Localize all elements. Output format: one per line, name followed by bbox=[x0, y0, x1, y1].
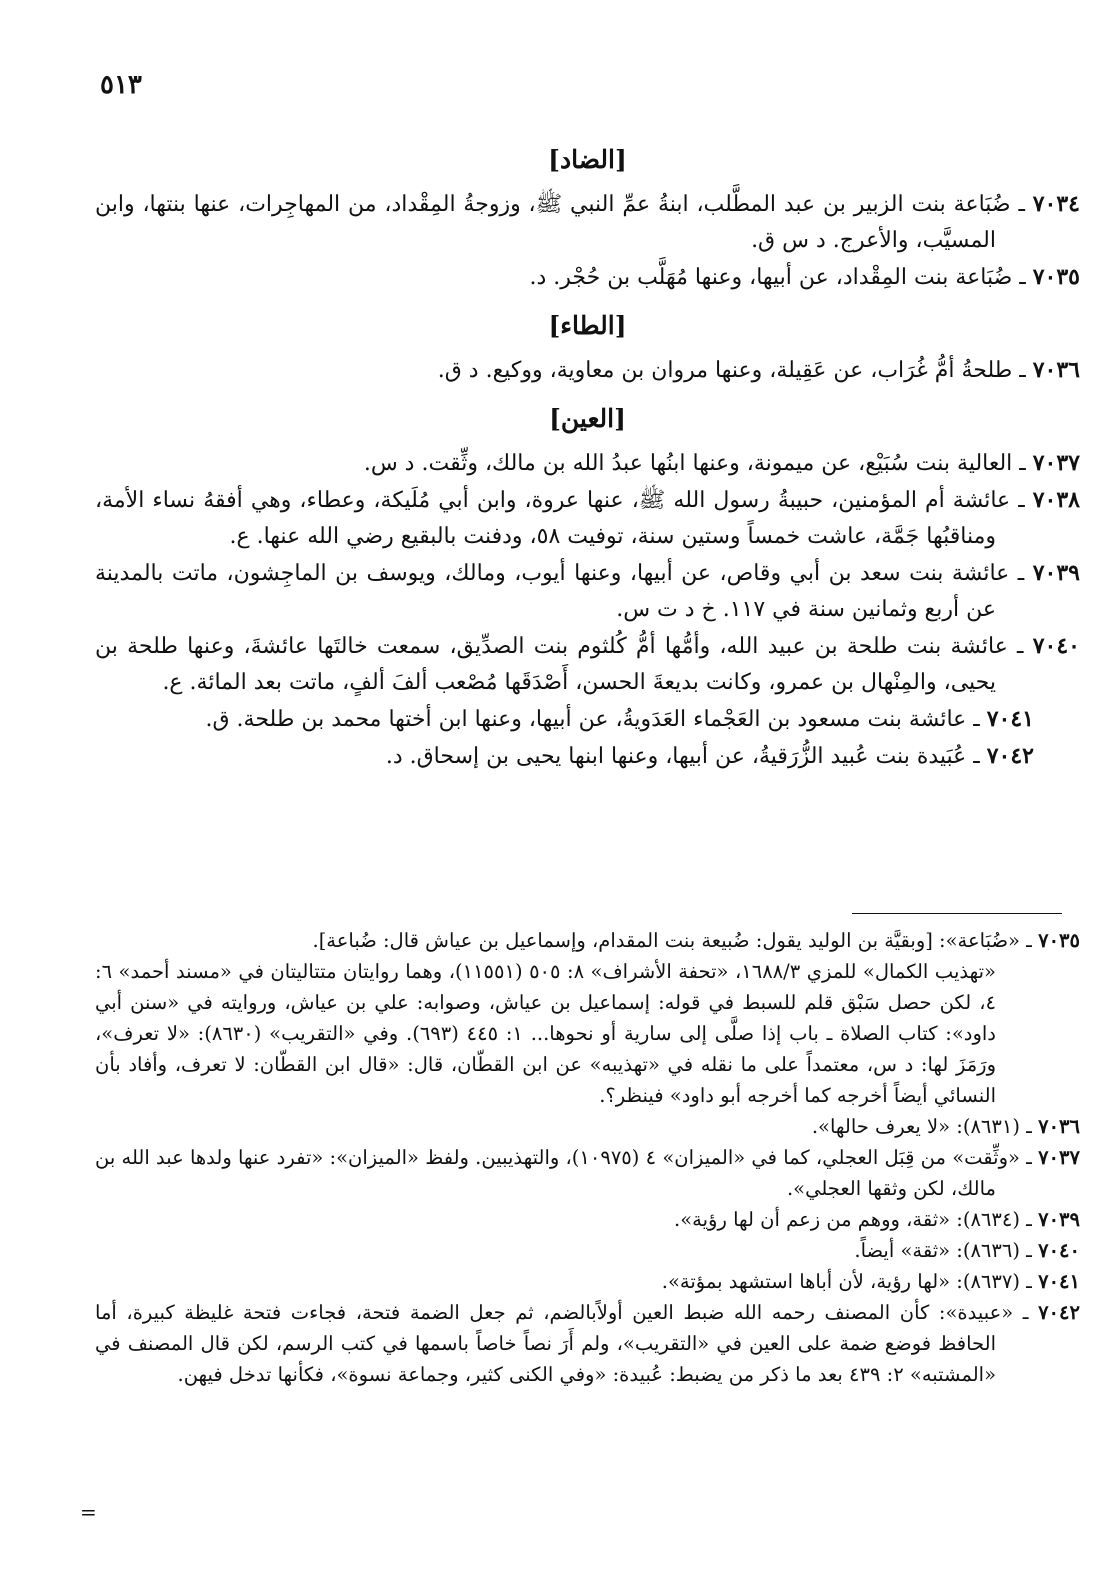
entry-number: ٧٠٤٠ bbox=[1032, 633, 1080, 659]
footnote-7040: ٧٠٤٠ ـ (٨٦٣٦): «ثقة» أيضاً. bbox=[854, 1239, 1080, 1262]
footnote-7035-cont: «تهذيب الكمال» للمزي ١٦٨٨/٣، «تحفة الأشراف» ٨: ٥٠٥ (١١٥٥١)، وهما روايتان متتاليتان في «مسند أحمد» ٦: ٤، لكن حصل سَبْق قلم للسبط في قوله: إسماعيل بن عياش، وصوابه: علي بن عياش، وروايته في «سنن أبي داود»: كتاب الصلاة ـ باب إذا صلَّى إلى سارية أو نحوها... ١: ٤٤٥ (٦٩٣). وفي «التقريب» (٨٦٣٠): «لا تعرف»، ورَمَزَ لها: د س، معتمداً على ما نقله في «تهذيبه» عن ابن القطّان، قال: «قال ابن القطّان: لا تعرف، وأفاد بأن النسائي أيضاً أخرجه كما أخرجه أبو داود» فينظر؟. bbox=[95, 960, 996, 1107]
entry-text: ضُبَاعة بنت الزبير بن عبد المطَّلب، ابنةُ عمِّ النبي ﷺ، وزوجةُ المِقْداد، من المهاجِرات، عنها بنتها، وابن المسيَّب، والأعرج. د س ق. bbox=[95, 192, 1011, 253]
footnote-text: «ضُبَاعة»: [وبقيَّة بن الوليد يقول: ضُبيعة بنت المقدام، وإسماعيل بن عياش قال: ضُباعة]. bbox=[312, 929, 1020, 952]
footnote-7035: ٧٠٣٥ ـ «ضُبَاعة»: [وبقيَّة بن الوليد يقول: ضُبيعة بنت المقدام، وإسماعيل بن عياش قال: ضُباعة]. bbox=[312, 929, 1080, 952]
footnote-number: ٧٠٣٥ bbox=[1038, 929, 1080, 952]
entry-7037: ٧٠٣٧ ـ العالية بنت سُبَيْع، عن ميمونة، وعنها ابنُها عبدُ الله بن مالك، وثِّقت. د س. bbox=[363, 450, 1080, 476]
entry-text: عائشة بنت سعد بن أبي وقاص، عن أبيها، وعنها أيوب، ومالك، ويوسف بن الماجِشون، ماتت بالمدينة عن أربع وثمانين سنة في ١١٧. خ د ت س. bbox=[95, 561, 1010, 622]
footnote-divider bbox=[852, 913, 1062, 914]
entry-7034: ٧٠٣٤ ـ ضُبَاعة بنت الزبير بن عبد المطَّلب، ابنةُ عمِّ النبي ﷺ، وزوجةُ المِقْداد، من المهاجِرات، عنها بنتها، وابن المسيَّب، والأعرج. د س ق. bbox=[95, 191, 1080, 253]
main-text bbox=[95, 130, 1080, 775]
bottom-mark: = bbox=[80, 1500, 97, 1524]
footnote-text: (٨٦٣٤): «ثقة، ووهم من زعم أن لها رؤية». bbox=[674, 1208, 1020, 1231]
entry-number: ٧٠٣٦ bbox=[1032, 357, 1080, 383]
entry-number: ٧٠٣٨ bbox=[1032, 487, 1080, 513]
section-title-dad: [الضاد] bbox=[548, 145, 627, 174]
footnote-number: ٧٠٤١ bbox=[1038, 1270, 1080, 1293]
footnote-text: (٨٦٣١): «لا يعرف حالها». bbox=[811, 1115, 1020, 1138]
entry-number: ٧٠٣٩ bbox=[1032, 560, 1080, 586]
entry-text: طلحةُ أمُّ غُرَاب، عن عَقِيلة، وعنها مروان بن معاوية، ووكيع. د ق. bbox=[437, 358, 1013, 383]
footnote-number: ٧٠٣٩ bbox=[1038, 1208, 1080, 1231]
entry-7038: ٧٠٣٨ ـ عائشة أم المؤمنين، حبيبةُ رسول الله ﷺ، عنها عروة، وابن أبي مُلَيكة، وعطاء، وهي أفقهُ نساء الأمة، ومناقبُها جَمَّة، عاشت خمساً وستين سنة، توفيت ٥٨، ودفنت بالبقيع رضي الله عنها. ع. bbox=[95, 487, 1080, 549]
footnote-7042: ٧٠٤٢ ـ «عبيدة»: كأن المصنف رحمه الله ضبط العين أولاًبالضم، ثم جعل الضمة فتحة، فجاءت فتحة غليظة كبيرة، أما الحافظ فوضع ضمة على العين في «التقريب»، ولم أَرَ نصاً خاصاً باسمها في كتب الرسم، لكن قال المصنف في «المشتبه» ٢: ٤٣٩ بعد ما ذكر من يضبط: عُبيدة: «وفي الكنى كثير، وجماعة نسوة»، فكأنها تدخل فيهن. bbox=[95, 1301, 1080, 1386]
entry-7039: ٧٠٣٩ ـ عائشة بنت سعد بن أبي وقاص، عن أبيها، وعنها أيوب، ومالك، ويوسف بن الماجِشون، ماتت بالمدينة عن أربع وثمانين سنة في ١١٧. خ د ت س. bbox=[95, 560, 1080, 622]
entry-text: عائشة أم المؤمنين، حبيبةُ رسول الله ﷺ، عنها عروة، وابن أبي مُلَيكة، وعطاء، وهي أفقهُ نساء الأمة، ومناقبُها جَمَّة، عاشت خمساً وستين سنة، توفيت ٥٨، ودفنت بالبقيع رضي الله عنها. ع. bbox=[95, 488, 1011, 549]
entry-number: ٧٠٤٢ bbox=[986, 743, 1034, 769]
entry-number: ٧٠٤١ bbox=[986, 706, 1034, 732]
footnote-7041: ٧٠٤١ ـ (٨٦٣٧): «لها رؤية، لأن أباها استشهد بمؤتة». bbox=[661, 1270, 1080, 1293]
entry-7041: ٧٠٤١ ـ عائشة بنت مسعود بن العَجْماء العَدَويةُ، عن أبيها، وعنها ابن أختها محمد بن طلحة. ق. bbox=[205, 706, 1034, 732]
entry-7036: ٧٠٣٦ ـ طلحةُ أمُّ غُرَاب، عن عَقِيلة، وعنها مروان بن معاوية، ووكيع. د ق. bbox=[437, 357, 1080, 383]
footnote-number: ٧٠٣٦ bbox=[1038, 1115, 1080, 1138]
footnote-number: ٧٠٤٢ bbox=[1038, 1301, 1080, 1324]
section-title-ayn: [العين] bbox=[549, 404, 626, 433]
entry-text: عُبَيدة بنت عُبيد الزُّرَقيةُ، عن أبيها، وعنها ابنها يحيى بن إسحاق. د. bbox=[385, 744, 967, 769]
entry-7035: ٧٠٣٥ ـ ضُبَاعة بنت المِقْداد، عن أبيها، وعنها مُهَلَّب بن حُجْر. د. bbox=[529, 264, 1080, 290]
footnote-7039: ٧٠٣٩ ـ (٨٦٣٤): «ثقة، ووهم من زعم أن لها رؤية». bbox=[674, 1208, 1080, 1231]
entry-text: عائشة بنت طلحة بن عبيد الله، وأمُّها أمُّ كُلثوم بنت الصدِّيق، سمعت خالتَها عائشةَ، وعنها طلحة بن يحيى، والمِنْهال بن عمرو، وكانت بديعةَ الحسن، أَصْدَقَها مُصْعب ألفَ ألفٍ، ماتت بعد المائة. ع. bbox=[95, 634, 1008, 695]
entry-number: ٧٠٣٥ bbox=[1032, 264, 1080, 290]
section-title-taa: [الطاء] bbox=[548, 311, 627, 340]
footnote-text: (٨٦٣٧): «لها رؤية، لأن أباها استشهد بمؤتة». bbox=[661, 1270, 1020, 1293]
page-number: ٥١٣ bbox=[100, 70, 142, 100]
footnote-number: ٧٠٣٧ bbox=[1038, 1146, 1080, 1169]
entry-7042: ٧٠٤٢ ـ عُبَيدة بنت عُبيد الزُّرَقيةُ، عن أبيها، وعنها ابنها يحيى بن إسحاق. د. bbox=[385, 743, 1034, 769]
footnote-text: «عبيدة»: كأن المصنف رحمه الله ضبط العين أولاًبالضم، ثم جعل الضمة فتحة، فجاءت فتحة غليظة كبيرة، أما الحافظ فوضع ضمة على العين في «التقريب»، ولم أَرَ نصاً خاصاً باسمها في كتب الرسم، لكن قال المصنف في «المشتبه» ٢: ٤٣٩ بعد ما ذكر من يضبط: عُبيدة: «وفي الكنى كثير، وجماعة نسوة»، فكأنها تدخل فيهن. bbox=[95, 1301, 1014, 1386]
entry-text: ضُبَاعة بنت المِقْداد، عن أبيها، وعنها مُهَلَّب بن حُجْر. د. bbox=[529, 265, 1013, 290]
entry-text: عائشة بنت مسعود بن العَجْماء العَدَويةُ، عن أبيها، وعنها ابن أختها محمد بن طلحة. ق. bbox=[205, 707, 967, 732]
footnote-7036: ٧٠٣٦ ـ (٨٦٣١): «لا يعرف حالها». bbox=[811, 1115, 1080, 1138]
footnotes bbox=[95, 925, 1080, 1390]
entry-number: ٧٠٣٧ bbox=[1032, 450, 1080, 476]
footnote-text: (٨٦٣٦): «ثقة» أيضاً. bbox=[854, 1239, 1020, 1262]
entry-7040: ٧٠٤٠ ـ عائشة بنت طلحة بن عبيد الله، وأمُّها أمُّ كُلثوم بنت الصدِّيق، سمعت خالتَها عائشةَ، وعنها طلحة بن يحيى، والمِنْهال بن عمرو، وكانت بديعةَ الحسن، أَصْدَقَها مُصْعب ألفَ ألفٍ، ماتت بعد المائة. ع. bbox=[95, 633, 1080, 695]
footnote-number: ٧٠٤٠ bbox=[1038, 1239, 1080, 1262]
footnote-7037: ٧٠٣٧ ـ «وثِّقت» من قِبَل العجلي، كما في «الميزان» ٤ (١٠٩٧٥)، والتهذيبين. ولفظ «الميزان»: «تفرد عنها ولدها عبد الله بن مالك، لكن وثقها العجلي». bbox=[95, 1146, 1080, 1200]
entry-text: العالية بنت سُبَيْع، عن ميمونة، وعنها ابنُها عبدُ الله بن مالك، وثِّقت. د س. bbox=[363, 451, 1013, 476]
entry-number: ٧٠٣٤ bbox=[1032, 191, 1080, 217]
footnote-text: «وثِّقت» من قِبَل العجلي، كما في «الميزان» ٤ (١٠٩٧٥)، والتهذيبين. ولفظ «الميزان»: «تفرد عنها ولدها عبد الله بن مالك، لكن وثقها العجلي». bbox=[95, 1146, 1020, 1200]
